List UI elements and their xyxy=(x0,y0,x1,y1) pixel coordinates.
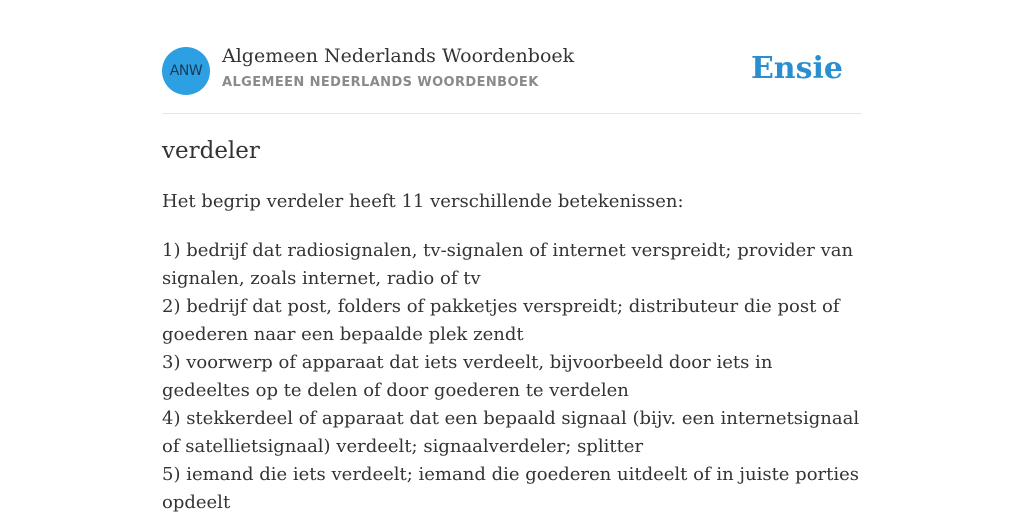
dictionary-title[interactable]: Algemeen Nederlands Woordenboek xyxy=(222,45,575,67)
meanings-list xyxy=(162,237,862,517)
entry-intro: Het begrip verdeler heeft 11 verschillende betekenissen: xyxy=(162,191,684,212)
anw-logo[interactable] xyxy=(162,47,210,95)
meaning-item: 1) bedrijf dat radiosignalen, tv-signalen of internet verspreidt; provider van signalen, zoals internet, radio of tv xyxy=(162,240,854,289)
logo-text: ANW xyxy=(169,63,203,79)
dictionary-subtitle: ALGEMEEN NEDERLANDS WOORDENBOEK xyxy=(222,75,539,90)
page xyxy=(162,0,862,513)
header xyxy=(162,0,862,114)
meaning-item: 3) voorwerp of apparaat dat iets verdeelt, bijvoorbeeld door iets in gedeeltes op te delen of door goederen te verdelen xyxy=(162,352,773,401)
ensie-brand-link[interactable]: Ensie xyxy=(750,51,843,86)
entry-term: verdeler xyxy=(162,138,260,164)
meaning-item: 4) stekkerdeel of apparaat dat een bepaald signaal (bijv. een internetsignaal of satellietsignaal) verdeelt; signaalverdeler; splitter xyxy=(162,408,860,457)
meaning-item: 5) iemand die iets verdeelt; iemand die goederen uitdeelt of in juiste porties opdeelt xyxy=(162,464,860,513)
meaning-item: 2) bedrijf dat post, folders of pakketjes verspreidt; distributeur die post of goederen naar een bepaalde plek zendt xyxy=(162,296,840,345)
